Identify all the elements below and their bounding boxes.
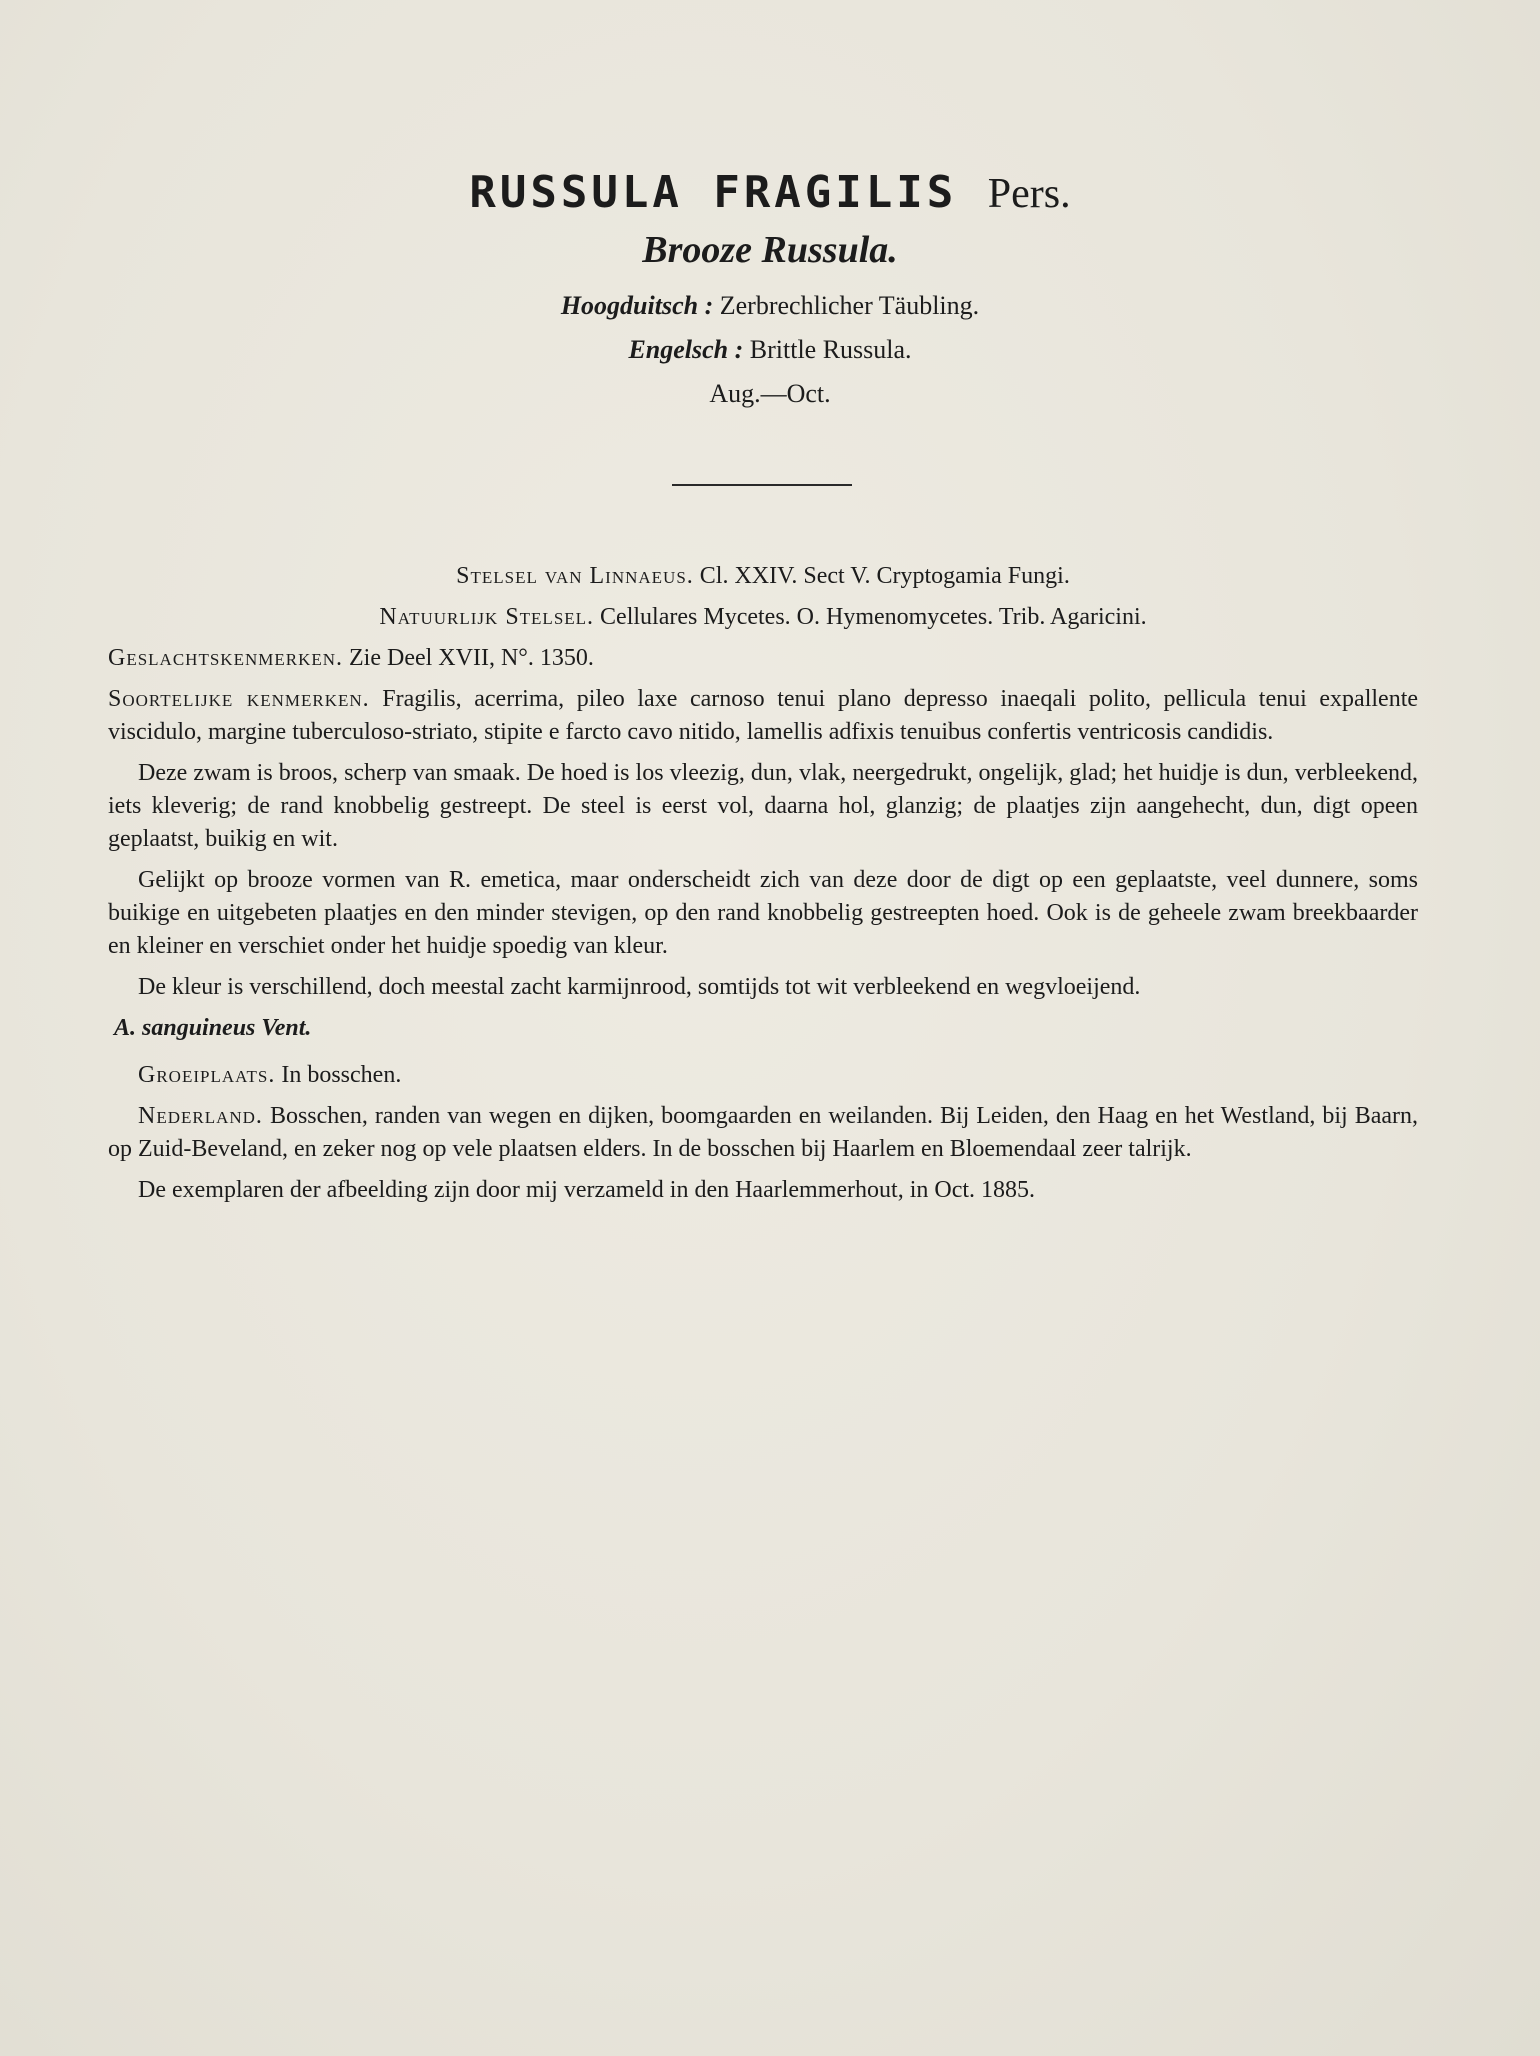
genus-label: Geslachtskenmerken. xyxy=(108,645,344,671)
netherlands-text: Bosschen, randen van wegen en dijken, boomgaarden en weilanden. Bij Leiden, den Haag en het Westland, bij Baarn, op Zuid-Beveland, en zeker nog op vele plaatsen elders. In de bosschen bij Haarlem en Bloemendaal zeer talrijk. xyxy=(108,1103,1419,1162)
description-paragraph: De kleur is verschillend, doch meestal zacht karmijnrood, somtijds tot wit verbleekend en wegvloeijend. xyxy=(138,974,1141,1000)
divider-rule xyxy=(672,484,852,486)
page-title xyxy=(0,165,1540,222)
species-characters xyxy=(108,683,1418,749)
habitat-label: Groeiplaats. xyxy=(138,1062,276,1088)
habitat-text: In bosschen. xyxy=(281,1062,402,1088)
genus-characters xyxy=(108,642,1418,675)
synonym: A. sanguineus Vent. xyxy=(114,1015,312,1041)
header-block xyxy=(0,165,1540,416)
english-name-line xyxy=(0,328,1540,372)
body-text xyxy=(108,560,1418,1215)
species-name: RUSSULA FRAGILIS xyxy=(469,167,958,218)
species-label: Soortelijke kenmerken. xyxy=(108,686,370,712)
season: Aug.—Oct. xyxy=(709,379,831,408)
description-paragraph: Gelijkt op brooze vormen van R. emetica, maar onderscheidt zich van deze door de digt op een geplaatste, veel dunnere, soms buikige en uitgebeten plaatjes en den minder stevigen, op den rand knobbelig gestreepten hoed. Ook is de geheele zwam breekbaarder en kleiner en verschiet onder het huidje spoedig van kleur. xyxy=(108,867,1418,959)
natural-text: Cellulares Mycetes. O. Hymenomycetes. Trib. Agaricini. xyxy=(600,604,1147,630)
dutch-common-name: Brooze Russula. xyxy=(642,229,898,271)
habitat xyxy=(108,1059,1418,1092)
genus-text: Zie Deel XVII, N°. 1350. xyxy=(349,645,594,671)
german-label: Hoogduitsch : xyxy=(560,291,714,320)
netherlands-label: Nederland. xyxy=(138,1103,263,1129)
natural-system xyxy=(108,601,1418,634)
english-name: Brittle Russula. xyxy=(749,335,912,364)
description-paragraph: Deze zwam is broos, scherp van smaak. De hoed is los vleezig, dun, vlak, neergedrukt, ongelijk, glad; het huidje is dun, verbleekend, iets kleverig; de rand knobbelig gestreept. De steel is eerst vol, daarna hol, glanzig; de plaatjes zijn aangehecht, dun, digt opeen geplaatst, buikig en wit. xyxy=(108,760,1418,852)
linnaeus-text: Cl. XXIV. Sect V. Cryptogamia Fungi. xyxy=(699,563,1070,589)
natural-label: Natuurlijk Stelsel. xyxy=(379,604,595,630)
german-name: Zerbrechlicher Täubling. xyxy=(719,291,980,320)
linnaeus-system xyxy=(108,560,1418,593)
species-author: Pers. xyxy=(987,171,1071,217)
german-name-line xyxy=(0,284,1540,328)
specimen-note: De exemplaren der afbeelding zijn door mij verzameld in den Haarlemmerhout, in Oct. 1885. xyxy=(138,1177,1036,1203)
linnaeus-label: Stelsel van Linnaeus. xyxy=(456,563,694,589)
english-label: Engelsch : xyxy=(628,335,744,364)
species-text: Fragilis, acerrima, pileo laxe carnoso tenui plano depresso inaeqali polito, pellicula tenui expallente viscidulo, margine tuberculoso-striato, stipite e farcto cavo nitido, lamellis adfixis tenuibus confertis ventricosis candidis. xyxy=(108,686,1419,745)
netherlands-distribution xyxy=(108,1100,1418,1166)
